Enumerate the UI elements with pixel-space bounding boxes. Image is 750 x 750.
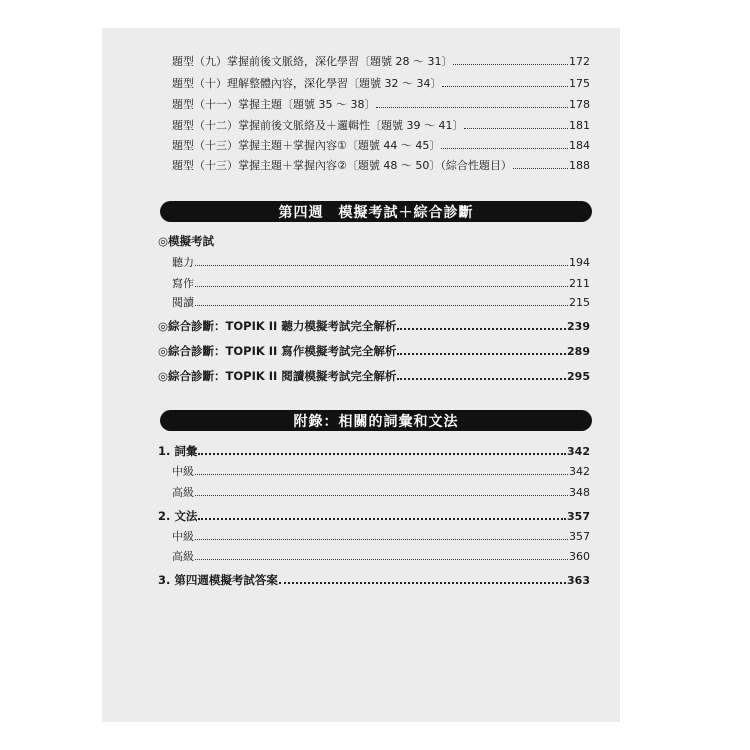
dot-leader bbox=[397, 319, 566, 330]
section-heading-week4: 第四週 模擬考試＋綜合診斷 bbox=[160, 201, 592, 222]
toc-entry-page: 295 bbox=[567, 370, 590, 383]
toc-entry-title: 題型（九）掌握前後文脈絡，深化學習〔題號 28 ～ 31〕 bbox=[172, 55, 453, 68]
toc-entry-page: 181 bbox=[569, 119, 590, 132]
toc-entry[interactable] bbox=[172, 465, 590, 479]
toc-entry-page: 211 bbox=[569, 277, 590, 290]
dot-leader bbox=[195, 486, 568, 496]
dot-leader bbox=[453, 55, 568, 65]
toc-entry-title: ◎綜合診斷：TOPIK II 聽力模擬考試完全解析 bbox=[158, 319, 397, 333]
toc-entry-page: 357 bbox=[569, 530, 590, 543]
toc-entry-page: 342 bbox=[569, 465, 590, 478]
dot-leader bbox=[195, 550, 568, 560]
toc-entry-bold[interactable] bbox=[158, 369, 590, 383]
toc-entry[interactable] bbox=[172, 159, 590, 173]
toc-entry-title: 1. 詞彙 bbox=[158, 444, 198, 458]
toc-entry-title: ◎綜合診斷：TOPIK II 寫作模擬考試完全解析 bbox=[158, 344, 397, 358]
toc-entry-page: 194 bbox=[569, 256, 590, 269]
toc-entry-page: 363 bbox=[567, 574, 590, 587]
toc-entry-title: 高級 bbox=[172, 486, 194, 499]
section-heading-appendix: 附錄：相關的詞彙和文法 bbox=[160, 410, 592, 431]
dot-leader bbox=[195, 530, 568, 540]
toc-entry-title: 中級 bbox=[172, 530, 194, 543]
toc-entry-title: 題型（十一）掌握主題〔題號 35 ～ 38〕 bbox=[172, 98, 376, 111]
toc-entry-page: 188 bbox=[569, 159, 590, 172]
toc-entry[interactable] bbox=[172, 256, 590, 270]
toc-entry-page: 175 bbox=[569, 77, 590, 90]
toc-entry[interactable] bbox=[172, 139, 590, 153]
toc-entry-page: 360 bbox=[569, 550, 590, 563]
dot-leader bbox=[442, 77, 568, 87]
toc-page bbox=[102, 28, 620, 722]
dot-leader bbox=[198, 509, 566, 520]
dot-leader bbox=[397, 369, 566, 380]
toc-entry-bold[interactable] bbox=[158, 444, 590, 458]
dot-leader bbox=[195, 465, 568, 475]
toc-entry-bold[interactable] bbox=[158, 509, 590, 523]
toc-entry-title: 題型（十三）掌握主題＋掌握內容②〔題號 48 ～ 50〕（綜合性題目） bbox=[172, 159, 512, 172]
toc-entry[interactable] bbox=[172, 98, 590, 112]
toc-entry[interactable] bbox=[172, 119, 590, 133]
toc-entry-page: 184 bbox=[569, 139, 590, 152]
toc-entry-title: ◎綜合診斷：TOPIK II 閱讀模擬考試完全解析 bbox=[158, 369, 397, 383]
toc-entry-page: 239 bbox=[567, 320, 590, 333]
toc-entry-page: 178 bbox=[569, 98, 590, 111]
dot-leader bbox=[513, 159, 568, 169]
toc-entry[interactable] bbox=[172, 296, 590, 310]
toc-entry-title: 3. 第四週模擬考試答案 bbox=[158, 573, 278, 587]
toc-entry-title: 中級 bbox=[172, 465, 194, 478]
dot-leader bbox=[195, 256, 568, 266]
dot-leader bbox=[195, 277, 568, 287]
dot-leader bbox=[376, 98, 568, 108]
toc-entry-title: 題型（十二）掌握前後文脈絡及＋邏輯性〔題號 39 ～ 41〕 bbox=[172, 119, 464, 132]
toc-entry-title: 高級 bbox=[172, 550, 194, 563]
toc-entry[interactable] bbox=[172, 486, 590, 500]
toc-entry-page: 289 bbox=[567, 345, 590, 358]
toc-entry-page: 348 bbox=[569, 486, 590, 499]
mock-exam-label: ◎模擬考試 bbox=[158, 234, 215, 248]
toc-entry[interactable] bbox=[172, 277, 590, 291]
toc-entry-title: 題型（十）理解整體內容，深化學習〔題號 32 ～ 34〕 bbox=[172, 77, 442, 90]
toc-entry-title: 題型（十三）掌握主題＋掌握內容①〔題號 44 ～ 45〕 bbox=[172, 139, 441, 152]
dot-leader bbox=[198, 444, 566, 455]
toc-entry-title: 聽力 bbox=[172, 256, 194, 269]
toc-entry[interactable] bbox=[172, 530, 590, 544]
toc-entry-bold[interactable] bbox=[158, 344, 590, 358]
toc-entry[interactable] bbox=[172, 77, 590, 91]
dot-leader bbox=[441, 139, 568, 149]
toc-entry[interactable] bbox=[172, 55, 590, 69]
toc-entry-title: 閱讀 bbox=[172, 296, 194, 309]
toc-entry-page: 215 bbox=[569, 296, 590, 309]
dot-leader bbox=[397, 344, 566, 355]
toc-entry-title: 2. 文法 bbox=[158, 509, 198, 523]
toc-entry-page: 172 bbox=[569, 55, 590, 68]
toc-entry-page: 342 bbox=[567, 445, 590, 458]
dot-leader bbox=[279, 573, 566, 584]
toc-entry-bold[interactable] bbox=[158, 573, 590, 587]
toc-entry[interactable] bbox=[172, 550, 590, 564]
dot-leader bbox=[195, 296, 568, 306]
toc-entry-title: 寫作 bbox=[172, 277, 194, 290]
toc-entry-bold[interactable] bbox=[158, 319, 590, 333]
toc-entry-page: 357 bbox=[567, 510, 590, 523]
dot-leader bbox=[464, 119, 568, 129]
